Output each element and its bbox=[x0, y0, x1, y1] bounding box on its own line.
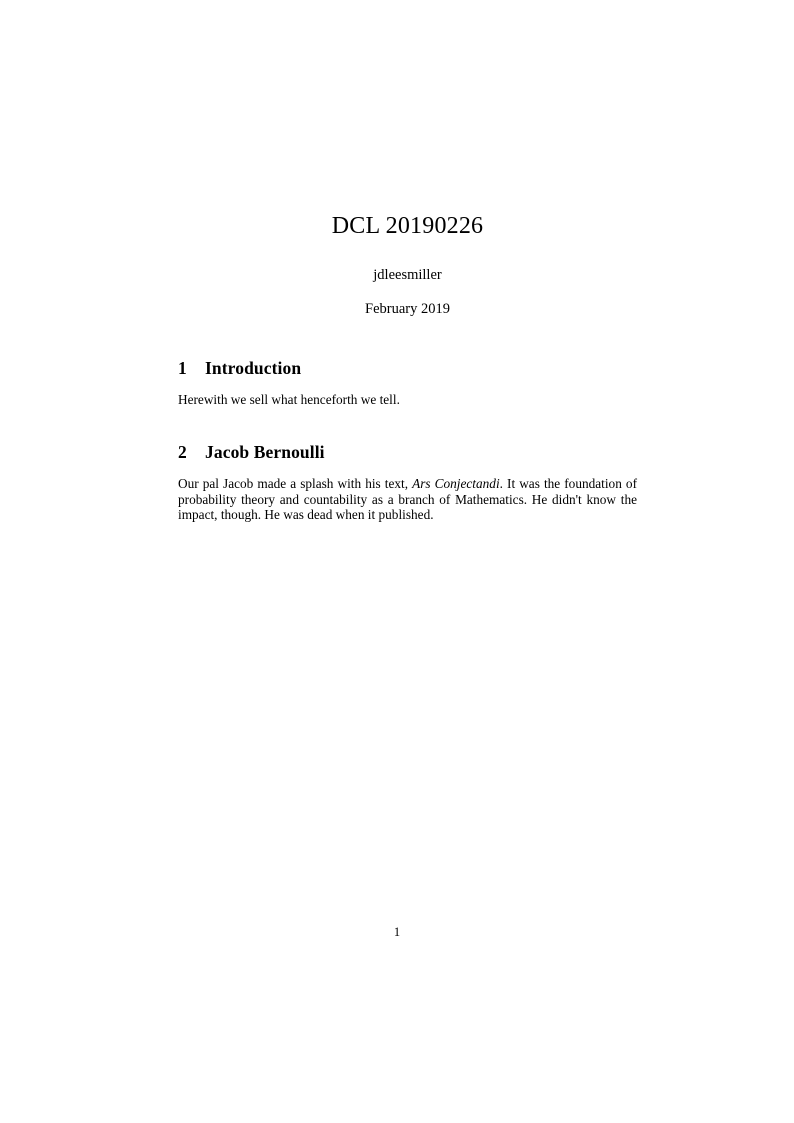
book-title-emphasis: Ars Conjectandi bbox=[412, 475, 500, 491]
section-title: Introduction bbox=[205, 358, 302, 378]
section-number: 2 bbox=[178, 441, 187, 462]
document-author: jdleesmiller bbox=[373, 267, 442, 283]
section-number: 1 bbox=[178, 358, 187, 378]
page-number: 1 bbox=[393, 925, 401, 939]
section-paragraph-jacob-bernoulli bbox=[178, 463, 637, 523]
section-paragraph-introduction: Herewith we sell what henceforth we tell. bbox=[178, 392, 400, 407]
paragraph-text-rest: . It was the foundation of probability theory and countability as a branch of Mathematics. He didn't know the impact, though. He was dead when it published. bbox=[178, 475, 637, 523]
document-content bbox=[178, 0, 637, 523]
section-title: Jacob Bernoulli bbox=[205, 441, 325, 462]
section-heading-jacob-bernoulli bbox=[178, 408, 637, 463]
page-title: DCL 20190226 bbox=[331, 213, 484, 239]
paragraph-text-lead: Our pal Jacob made a splash with his text, bbox=[178, 475, 413, 491]
section-heading-introduction bbox=[178, 318, 637, 379]
document-date: February 2019 bbox=[365, 301, 450, 317]
